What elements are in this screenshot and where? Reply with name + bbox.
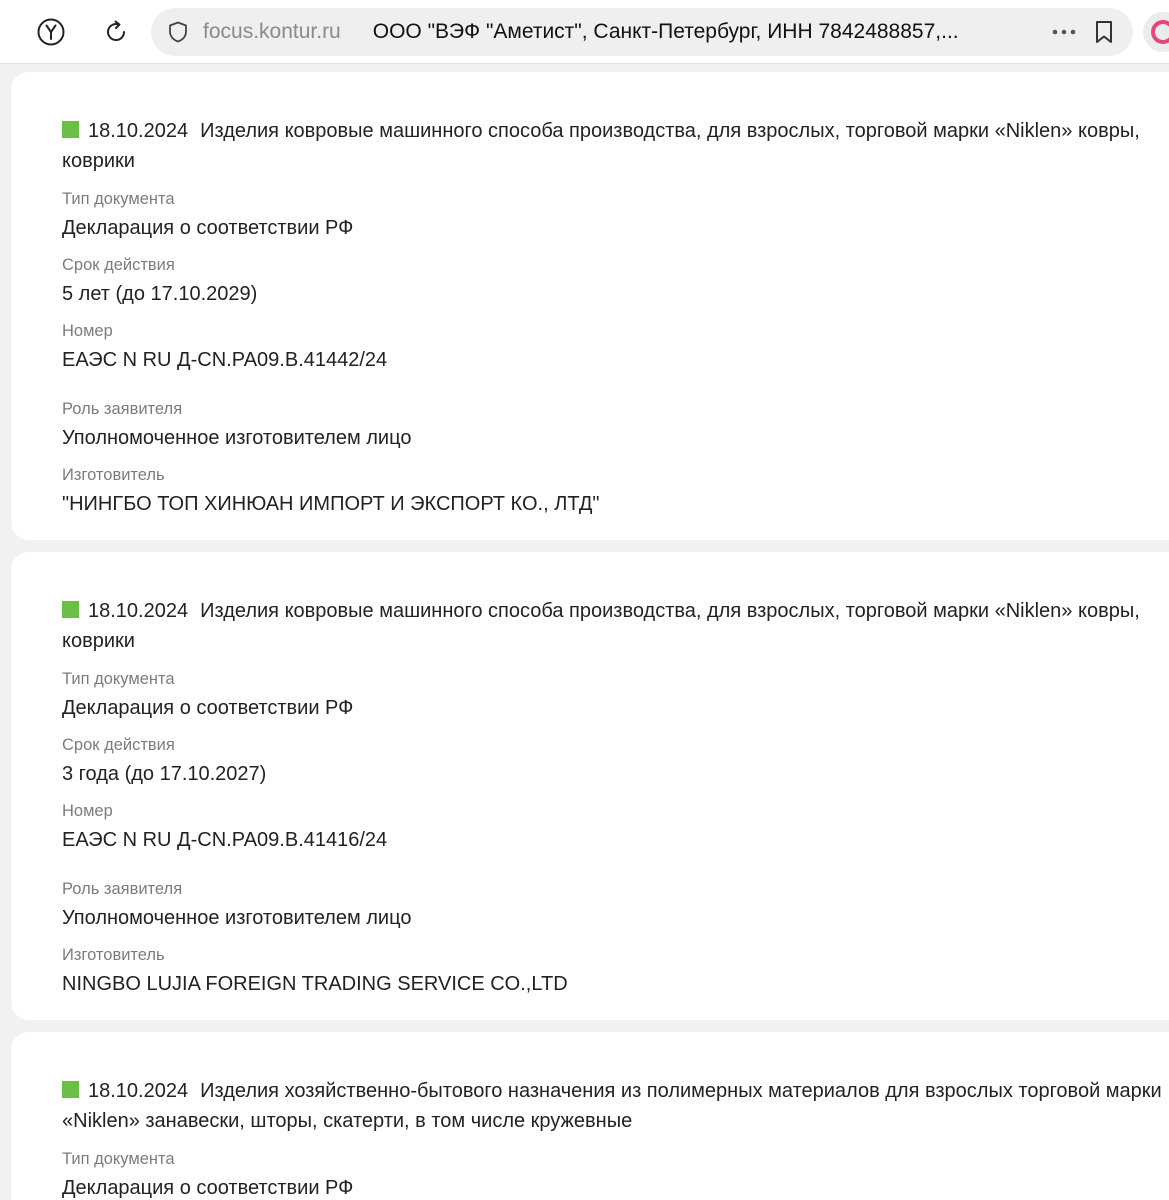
page-title: ООО "ВЭФ "Аметист", Санкт-Петербург, ИНН 7842488857,... (372, 20, 959, 43)
certificate-title: Изделия хозяйственно-бытового назначения из полимерных материалов для взрослых торговой марки «Niklen» занавески, шторы, скатерти, в том числе кружевные (62, 1080, 1162, 1132)
certificate-header (62, 116, 1169, 176)
validity-value: 5 лет (до 17.10.2029) (62, 283, 258, 305)
certificate-fields (62, 1148, 1169, 1200)
certificate-date: 18.10.2024 (88, 1080, 189, 1102)
manufacturer-label: Изготовитель (62, 466, 165, 484)
validity-value: 3 года (до 17.10.2027) (62, 763, 267, 785)
certificate-date: 18.10.2024 (88, 600, 189, 622)
doc-type-value: Декларация о соответствии РФ (62, 1177, 354, 1199)
doc-type-value: Декларация о соответствии РФ (62, 697, 354, 719)
number-label: Номер (62, 322, 113, 340)
certificate-title: Изделия ковровые машинного способа производства, для взрослых, торговой марки «Niklen» ковры, коврики (62, 120, 1140, 172)
doc-type-value: Декларация о соответствии РФ (62, 217, 354, 239)
manufacturer-value: NINGBO LUJIA FOREIGN TRADING SERVICE CO.,LTD (62, 973, 568, 995)
more-dots-icon (1051, 28, 1077, 36)
address-bar[interactable] (151, 8, 1133, 56)
browser-toolbar (0, 0, 1169, 64)
certificate-fields (62, 188, 1169, 518)
certificate-title: Изделия ковровые машинного способа производства, для взрослых, торговой марки «Niklen» ковры, коврики (62, 600, 1140, 652)
alice-assistant-button[interactable] (1143, 12, 1169, 52)
number-value: ЕАЭС N RU Д-CN.РА09.В.41416/24 (62, 829, 388, 851)
certificate-header (62, 596, 1169, 656)
manufacturer-value: "НИНГБО ТОП ХИНЮАН ИМПОРТ И ЭКСПОРТ КО., ЛТД" (62, 493, 600, 515)
role-value: Уполномоченное изготовителем лицо (62, 907, 412, 929)
shield-icon (166, 20, 190, 44)
role-value: Уполномоченное изготовителем лицо (62, 427, 412, 449)
doc-type-label: Тип документа (62, 1150, 175, 1168)
site-security-button[interactable] (165, 19, 191, 45)
status-active-indicator (62, 1081, 79, 1098)
address-more-button[interactable] (1049, 17, 1079, 47)
bookmark-icon (1093, 19, 1115, 45)
certificate-date: 18.10.2024 (88, 120, 189, 142)
status-active-indicator (62, 601, 79, 618)
alice-icon (1150, 19, 1169, 45)
doc-type-label: Тип документа (62, 190, 175, 208)
certificates-list (0, 64, 1169, 1200)
certificate-card[interactable] (11, 72, 1169, 540)
number-value: ЕАЭС N RU Д-CN.РА09.В.41442/24 (62, 349, 388, 371)
certificate-card[interactable] (11, 552, 1169, 1020)
doc-type-label: Тип документа (62, 670, 175, 688)
certificate-header (62, 1076, 1169, 1136)
address-domain: focus.kontur.ru (203, 20, 341, 43)
certificate-fields (62, 668, 1169, 998)
role-label: Роль заявителя (62, 400, 183, 418)
certificate-card[interactable] (11, 1032, 1169, 1200)
reload-icon (102, 18, 130, 46)
reload-button[interactable] (98, 14, 134, 50)
number-label: Номер (62, 802, 113, 820)
validity-label: Срок действия (62, 736, 175, 754)
validity-label: Срок действия (62, 256, 175, 274)
bookmark-button[interactable] (1089, 17, 1119, 47)
status-active-indicator (62, 121, 79, 138)
yandex-logo-icon (36, 17, 66, 47)
role-label: Роль заявителя (62, 880, 183, 898)
manufacturer-label: Изготовитель (62, 946, 165, 964)
yandex-home-button[interactable] (33, 14, 69, 50)
